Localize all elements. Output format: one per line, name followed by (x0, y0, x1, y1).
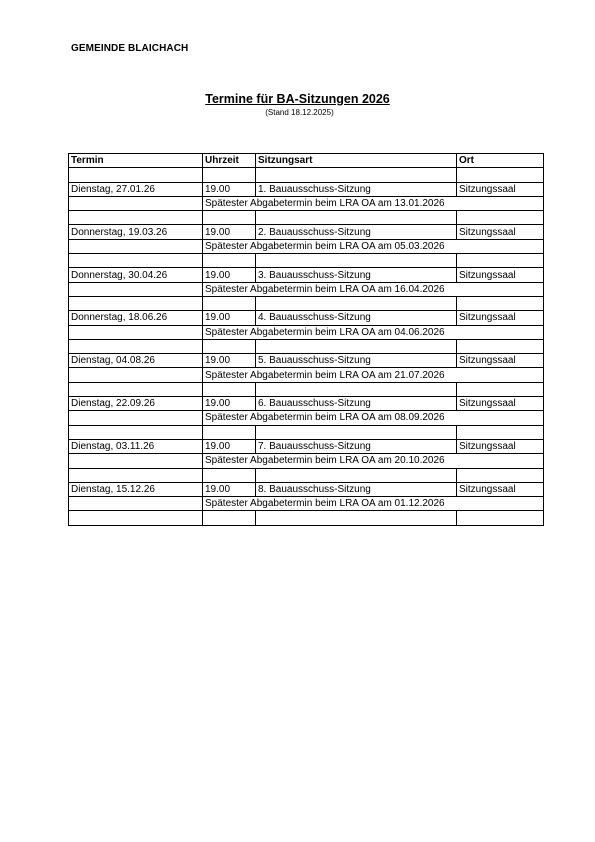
empty-cell (69, 254, 203, 268)
empty-cell (203, 296, 256, 310)
empty-cell (69, 468, 203, 482)
meeting-type-cell: 1. Bauausschuss-Sitzung (256, 182, 457, 196)
empty-cell (256, 382, 457, 396)
empty-cell (457, 382, 544, 396)
empty-cell (256, 211, 457, 225)
submission-deadline-cell: Spätester Abgabetermin beim LRA OA am 05.03.2026 (203, 239, 544, 253)
empty-cell (69, 282, 203, 296)
spacer-row (69, 511, 544, 525)
spacer-row (69, 211, 544, 225)
spacer-row (69, 468, 544, 482)
meeting-schedule-table (68, 153, 544, 526)
table-row (69, 482, 544, 496)
spacer-row (69, 296, 544, 310)
empty-cell (457, 296, 544, 310)
empty-cell (457, 211, 544, 225)
empty-cell (203, 511, 256, 525)
deadline-row (69, 325, 544, 339)
meeting-time-cell: 19.00 (203, 268, 256, 282)
header-sitzungsart: Sitzungsart (256, 154, 457, 168)
empty-cell (69, 411, 203, 425)
meeting-date-cell: Dienstag, 04.08.26 (69, 354, 203, 368)
meeting-place-cell: Sitzungssaal (457, 182, 544, 196)
empty-cell (256, 511, 457, 525)
meeting-date-cell: Donnerstag, 30.04.26 (69, 268, 203, 282)
empty-cell (203, 168, 256, 182)
empty-cell (69, 368, 203, 382)
deadline-row (69, 282, 544, 296)
meeting-type-cell: 7. Bauausschuss-Sitzung (256, 439, 457, 453)
meeting-type-cell: 8. Bauausschuss-Sitzung (256, 482, 457, 496)
spacer-row (69, 425, 544, 439)
empty-cell (457, 425, 544, 439)
header-uhrzeit: Uhrzeit (203, 154, 256, 168)
empty-cell (69, 454, 203, 468)
meeting-type-cell: 3. Bauausschuss-Sitzung (256, 268, 457, 282)
empty-cell (69, 211, 203, 225)
table-row (69, 311, 544, 325)
table-row (69, 354, 544, 368)
table-row (69, 225, 544, 239)
deadline-row (69, 411, 544, 425)
submission-deadline-cell: Spätester Abgabetermin beim LRA OA am 20.10.2026 (203, 454, 544, 468)
meeting-time-cell: 19.00 (203, 482, 256, 496)
meeting-time-cell: 19.00 (203, 182, 256, 196)
empty-cell (69, 325, 203, 339)
deadline-row (69, 497, 544, 511)
submission-deadline-cell: Spätester Abgabetermin beim LRA OA am 08.09.2026 (203, 411, 544, 425)
table-row (69, 182, 544, 196)
empty-cell (203, 339, 256, 353)
meeting-place-cell: Sitzungssaal (457, 439, 544, 453)
empty-cell (256, 425, 457, 439)
deadline-row (69, 454, 544, 468)
meeting-type-cell: 4. Bauausschuss-Sitzung (256, 311, 457, 325)
submission-deadline-cell: Spätester Abgabetermin beim LRA OA am 13.01.2026 (203, 196, 544, 210)
submission-deadline-cell: Spätester Abgabetermin beim LRA OA am 04.06.2026 (203, 325, 544, 339)
empty-cell (69, 239, 203, 253)
document-status-date: (Stand 18.12.2025) (265, 108, 334, 117)
meeting-date-cell: Dienstag, 27.01.26 (69, 182, 203, 196)
meeting-place-cell: Sitzungssaal (457, 225, 544, 239)
meeting-time-cell: 19.00 (203, 397, 256, 411)
empty-cell (256, 254, 457, 268)
meeting-place-cell: Sitzungssaal (457, 311, 544, 325)
empty-cell (69, 497, 203, 511)
meeting-time-cell: 19.00 (203, 225, 256, 239)
spacer-row (69, 339, 544, 353)
meeting-place-cell: Sitzungssaal (457, 397, 544, 411)
empty-cell (203, 254, 256, 268)
empty-cell (69, 382, 203, 396)
empty-cell (256, 468, 457, 482)
document-title: Termine für BA-Sitzungen 2026 (205, 92, 390, 106)
meeting-time-cell: 19.00 (203, 439, 256, 453)
table-row (69, 439, 544, 453)
submission-deadline-cell: Spätester Abgabetermin beim LRA OA am 16.04.2026 (203, 282, 544, 296)
empty-cell (457, 468, 544, 482)
empty-cell (203, 211, 256, 225)
empty-cell (69, 425, 203, 439)
table-row (69, 268, 544, 282)
empty-cell (69, 511, 203, 525)
submission-deadline-cell: Spätester Abgabetermin beim LRA OA am 01.12.2026 (203, 497, 544, 511)
table-header-row (69, 154, 544, 168)
empty-cell (457, 339, 544, 353)
header-termin: Termin (69, 154, 203, 168)
empty-cell (256, 168, 457, 182)
meeting-date-cell: Dienstag, 03.11.26 (69, 439, 203, 453)
meeting-type-cell: 6. Bauausschuss-Sitzung (256, 397, 457, 411)
empty-cell (457, 254, 544, 268)
empty-cell (69, 168, 203, 182)
meeting-type-cell: 5. Bauausschuss-Sitzung (256, 354, 457, 368)
empty-cell (457, 511, 544, 525)
spacer-row (69, 382, 544, 396)
submission-deadline-cell: Spätester Abgabetermin beim LRA OA am 21.07.2026 (203, 368, 544, 382)
deadline-row (69, 239, 544, 253)
empty-cell (457, 168, 544, 182)
spacer-row (69, 168, 544, 182)
meeting-place-cell: Sitzungssaal (457, 268, 544, 282)
meeting-time-cell: 19.00 (203, 354, 256, 368)
deadline-row (69, 368, 544, 382)
header-ort: Ort (457, 154, 544, 168)
meeting-date-cell: Donnerstag, 19.03.26 (69, 225, 203, 239)
empty-cell (69, 196, 203, 210)
table-row (69, 397, 544, 411)
empty-cell (203, 425, 256, 439)
meeting-date-cell: Donnerstag, 18.06.26 (69, 311, 203, 325)
meeting-type-cell: 2. Bauausschuss-Sitzung (256, 225, 457, 239)
empty-cell (203, 382, 256, 396)
empty-cell (203, 468, 256, 482)
meeting-date-cell: Dienstag, 22.09.26 (69, 397, 203, 411)
schedule-body (69, 168, 544, 525)
meeting-time-cell: 19.00 (203, 311, 256, 325)
meeting-place-cell: Sitzungssaal (457, 354, 544, 368)
empty-cell (69, 296, 203, 310)
meeting-place-cell: Sitzungssaal (457, 482, 544, 496)
spacer-row (69, 254, 544, 268)
meeting-date-cell: Dienstag, 15.12.26 (69, 482, 203, 496)
municipality-name: GEMEINDE BLAICHACH (71, 43, 189, 54)
empty-cell (69, 339, 203, 353)
empty-cell (256, 296, 457, 310)
deadline-row (69, 196, 544, 210)
empty-cell (256, 339, 457, 353)
